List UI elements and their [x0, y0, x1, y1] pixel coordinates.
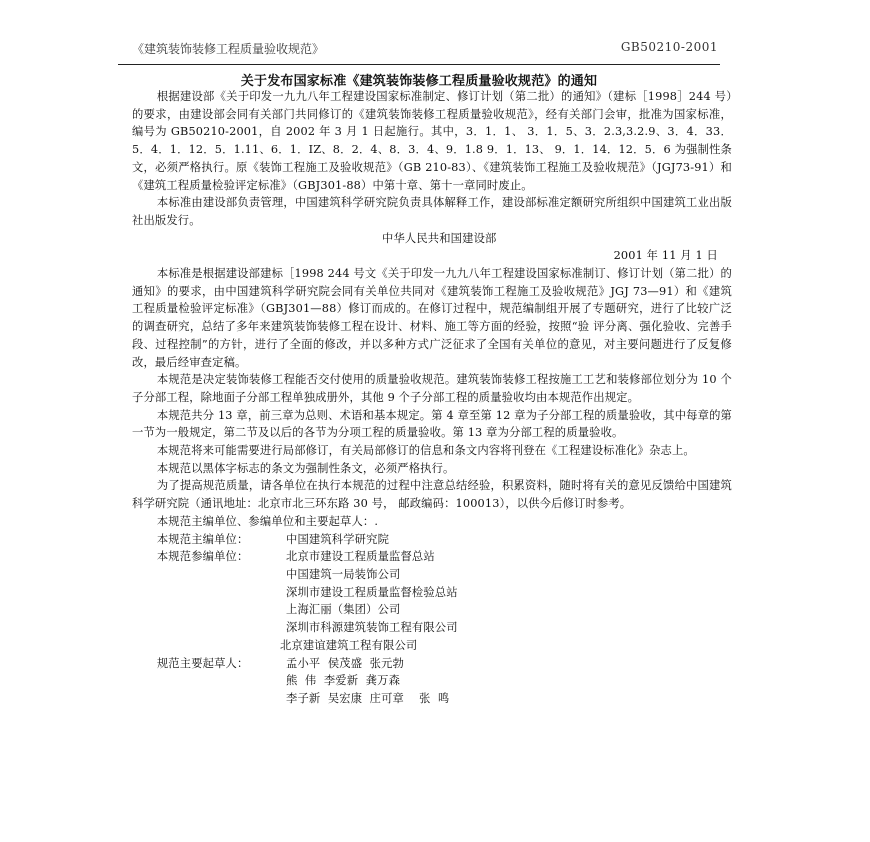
drafters-names: 熊 伟 李爱新 龚万森: [286, 674, 401, 688]
preface-paragraph-3: 本规范共分 13 章，前三章为总则、术语和基本规定。第 4 章至第 12 章为子分部工程的质量验收，其中每章的第一节为一般规定，第二节及以后的各节为分项工程的质量验收。第 13 章为分部工程的质量验收。: [132, 408, 732, 440]
drafters-names: 李子新 吴宏康 庄可章 张 鸣: [286, 691, 450, 705]
chief-unit-row: [132, 531, 732, 549]
preface-paragraph-5: 本规范以黑体字标志的条文为强制性条文，必须严格执行。: [156, 461, 455, 475]
participant-unit: 北京市建设工程质量监督总站: [286, 550, 435, 564]
header-rule: [118, 64, 720, 65]
drafters-row: [132, 690, 732, 708]
participant-unit-row: [132, 584, 732, 602]
participant-unit: 上海汇丽（集团）公司: [286, 603, 401, 617]
drafters-label: 规范主要起草人：: [156, 656, 249, 670]
participant-units-label: 本规范参编单位：: [156, 550, 249, 564]
units-heading: 本规范主编单位、参编单位和主要起草人：.: [156, 514, 379, 528]
participant-unit-row: [132, 566, 732, 584]
running-header: [118, 40, 718, 62]
issuer-line: 中华人民共和国建设部: [382, 231, 497, 245]
drafters-names: 孟小平 侯茂盛 张元勃: [286, 656, 404, 670]
notice-paragraph-2: 本标准由建设部负责管理，中国建筑科学研究院负责具体解释工作，建设部标准定额研究所组织中国建筑工业出版社出版发行。: [132, 196, 732, 227]
participant-unit: 深圳市建设工程质量监督检验总站: [286, 585, 458, 599]
drafters-row: [132, 672, 732, 690]
preface-paragraph-2: 本规范是决定装饰装修工程能否交付使用的质量验收规范。建筑装饰装修工程按施工工艺和装修部位划分为 10 个子分部工程，除地面子分部工程单独成册外，其他 9 个子分部工程的质量验收均由本规范作出规定。: [132, 373, 732, 404]
header-standard-code: GB50210-2001: [620, 40, 718, 54]
notice-title: 关于发布国家标准《建筑装饰装修工程质量验收规范》的通知: [240, 74, 598, 89]
header-document-title: 《建筑装饰装修工程质量验收规范》: [132, 42, 325, 56]
preface-paragraph-6: 为了提高规范质量，请各单位在执行本规范的过程中注意总结经验，积累资料，随时将有关的意见反馈给中国建筑科学研究院（通讯地址：北京市北三环东路 30 号， 邮政编码：100013），以供今后修订时参考。: [132, 479, 732, 511]
issue-date: 2001 年 11 月 1 日: [613, 249, 718, 263]
participant-unit: 深圳市科源建筑装饰工程有限公司: [286, 621, 458, 635]
drafters-row: [132, 655, 732, 673]
participant-unit-row: [132, 548, 732, 566]
notice-paragraph-1: 根据建设部《关于印发一九九八年工程建设国家标准制定、修订计划（第二批）的通知》（建标［1998］244 号）的要求，由建设部会同有关部门共同修订的《建筑装饰装修工程质量验收规范》，经有关部门会审，批准为国家标准，编号为 GB50210-2001，自 2002 年 3 月 1 日起施行。其中，3．1．1、 3．1．5、3．2.3,3.2.9、3．4．33．5．4．1．12．5．1.11、6．1．IZ、8．2．4、8．3．4、9．1.8 9．1．13、 9．1．14．12．5．6 为强制性条文，必须严格执行。原《装饰工程施工及验收规范》（GB 210-83）、《建筑装饰工程施工及验收规范》（JGJ73-91）和《建筑工程质量检验评定标准》（GBJ301-88）中第十章、第十一章同时废止。: [132, 90, 732, 192]
chief-unit-label: 本规范主编单位：: [156, 532, 249, 546]
preface-paragraph-1: 本标准是根据建设部建标［1998 244 号文《关于印发一九九八年工程建设国家标准制订、修订计划（第二批）的通知》的要求，由中国建筑科学研究院会同有关单位共同对《建筑装饰工程施工及验收规范》JGJ 73—91）和《建筑工程质量检验评定标准》（GBJ301—88）修订而成的。在修订过程中，规范编制组开展了专题研究，进行了比较广泛的调查研究，总结了多年来建筑装饰装修工程在设计、材料、施工等方面的经验，按照“验 评分离、强化验收、完善手段、过程控制”的方针，进行了全面的修改，并以多种方式广泛征求了全国有关单位的意见，对主要问题进行了反复修改，最后经审查定稿。: [132, 267, 732, 369]
participant-unit-row: [132, 619, 732, 637]
participant-unit-row: [132, 637, 732, 655]
participant-unit: 中国建筑一局装饰公司: [286, 567, 401, 581]
participant-unit: 北京建谊建筑工程有限公司: [280, 638, 418, 652]
participant-unit-row: [132, 601, 732, 619]
preface-paragraph-4: 本规范将来可能需要进行局部修订，有关局部修订的信息和条文内容将刊登在《工程建设标准化》杂志上。: [156, 444, 695, 458]
document-body: [132, 88, 732, 708]
chief-unit: 中国建筑科学研究院: [286, 532, 390, 546]
